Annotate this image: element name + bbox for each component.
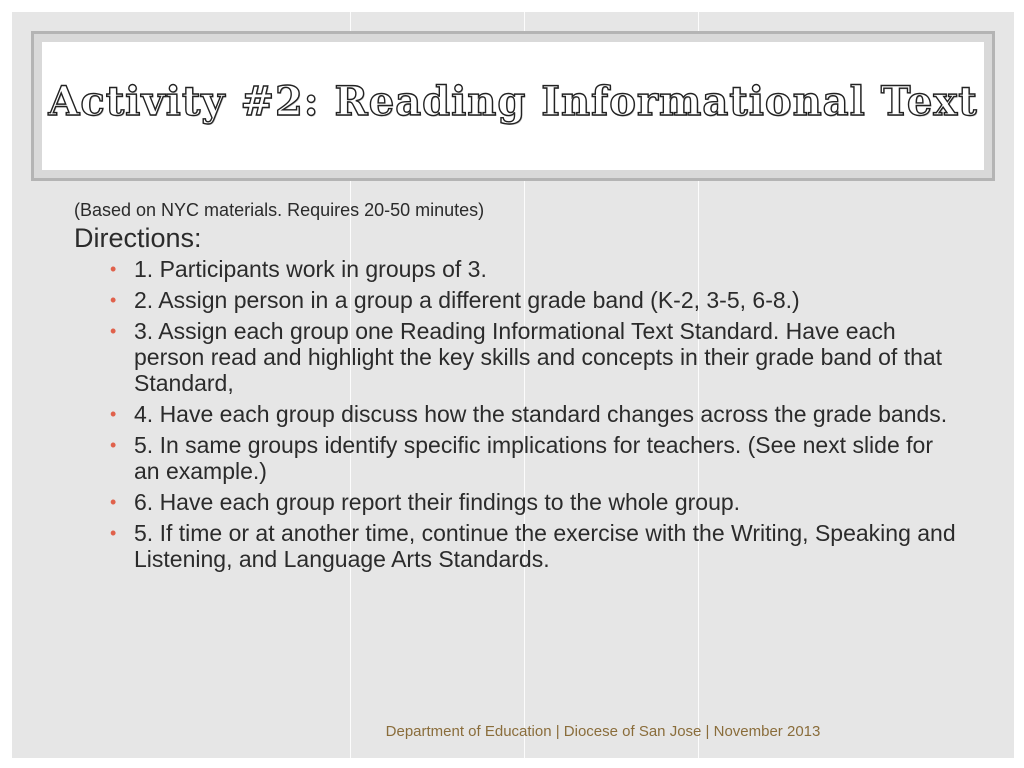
bullet-icon: • [110, 290, 117, 310]
materials-note: (Based on NYC materials. Requires 20-50 minutes) [74, 200, 485, 220]
bullet-icon: • [110, 404, 117, 424]
title-frame [31, 31, 995, 181]
list-item [110, 520, 964, 572]
list-item-text: 5. If time or at another time, continue the exercise with the Writing, Speaking and Listening, and Language Arts Standards. [134, 520, 956, 572]
slide-footer: Department of Education | Diocese of San Jose | November 2013 [385, 723, 821, 740]
slide-title: Activity #2: Reading Informational Text [48, 78, 978, 125]
slide-content [74, 198, 964, 577]
list-item [110, 489, 964, 515]
list-item [110, 401, 964, 427]
list-item-text: 1. Participants work in groups of 3. [134, 256, 487, 282]
directions-list [74, 256, 964, 572]
list-item-text: 4. Have each group discuss how the standard changes across the grade bands. [134, 401, 948, 427]
list-item-text: 2. Assign person in a group a different grade band (K-2, 3-5, 6-8.) [134, 287, 800, 313]
bullet-icon: • [110, 492, 117, 512]
bullet-icon: • [110, 259, 117, 279]
list-item [110, 287, 964, 313]
list-item [110, 432, 964, 484]
list-item [110, 318, 964, 396]
bullet-icon: • [110, 523, 117, 543]
directions-heading: Directions: [74, 223, 202, 253]
list-item-text: 6. Have each group report their findings to the whole group. [134, 489, 741, 515]
list-item-text: 5. In same groups identify specific implications for teachers. (See next slide for an example.) [134, 432, 933, 484]
title-box [42, 42, 984, 170]
list-item-text: 3. Assign each group one Reading Informational Text Standard. Have each person read and highlight the key skills and concepts in their grade band of that Standard, [134, 318, 943, 396]
slide [12, 12, 1014, 758]
bullet-icon: • [110, 435, 117, 455]
list-item [110, 256, 964, 282]
bullet-icon: • [110, 321, 117, 341]
